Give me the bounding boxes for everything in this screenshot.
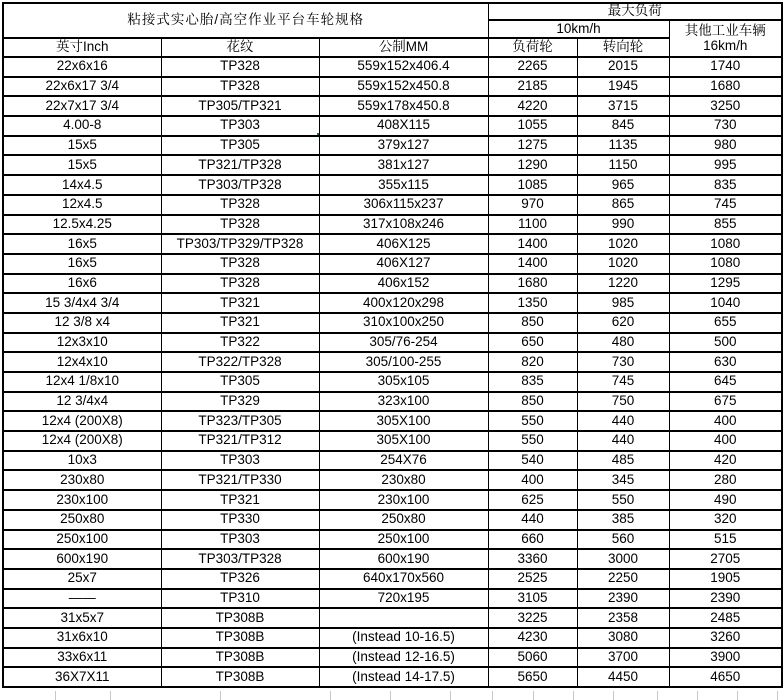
- cell-inch[interactable]: 31x5x7: [3, 608, 161, 628]
- cell-steer[interactable]: 2015: [577, 57, 669, 77]
- gridline-stub: [737, 691, 738, 700]
- gridline-stub: [697, 691, 698, 700]
- cell-pattern[interactable]: TP321/TP330: [161, 470, 319, 490]
- cell-steer[interactable]: 1945: [577, 77, 669, 97]
- cell-inch[interactable]: 250x100: [3, 530, 161, 550]
- cell-metric[interactable]: 305/76-254: [319, 333, 488, 353]
- cell-pattern[interactable]: TP308B: [161, 628, 319, 648]
- cell-other[interactable]: 630: [669, 352, 782, 372]
- cell-inch[interactable]: 10x3: [3, 451, 161, 471]
- cell-pattern[interactable]: TP330: [161, 510, 319, 530]
- cell-metric[interactable]: 559x152x406.4: [319, 57, 488, 77]
- cell-steer[interactable]: 990: [577, 215, 669, 235]
- cell-inch[interactable]: 12 3/4x4: [3, 392, 161, 412]
- cell-pattern[interactable]: TP323/TP305: [161, 411, 319, 431]
- cell-inch[interactable]: 12x3x10: [3, 333, 161, 353]
- cell-steer[interactable]: 845: [577, 116, 669, 136]
- cell-inch[interactable]: ——: [3, 589, 161, 609]
- cell-metric[interactable]: 305/100-255: [319, 352, 488, 372]
- cell-other[interactable]: 1680: [669, 77, 782, 97]
- cell-pattern[interactable]: TP321: [161, 293, 319, 313]
- cell-steer[interactable]: 480: [577, 333, 669, 353]
- cell-other[interactable]: 645: [669, 372, 782, 392]
- cell-steer[interactable]: 2390: [577, 589, 669, 609]
- cell-steer[interactable]: 1150: [577, 155, 669, 175]
- cell-inch[interactable]: 22x6x16: [3, 57, 161, 77]
- cell-pattern[interactable]: TP305: [161, 372, 319, 392]
- cell-load[interactable]: 1400: [488, 234, 577, 254]
- cell-metric[interactable]: 600x190: [319, 549, 488, 569]
- cell-inch[interactable]: 12.5x4.25: [3, 215, 161, 235]
- table-title-cell[interactable]: 粘接式实心胎/高空作业平台车轮规格: [3, 3, 488, 38]
- cell-metric[interactable]: (Instead 14-17.5): [319, 667, 488, 687]
- cell-load[interactable]: 1290: [488, 155, 577, 175]
- cell-load[interactable]: 5060: [488, 648, 577, 668]
- cell-load[interactable]: 3360: [488, 549, 577, 569]
- cell-load[interactable]: 3225: [488, 608, 577, 628]
- table-row: [3, 254, 782, 274]
- cell-other[interactable]: 855: [669, 215, 782, 235]
- cell-other[interactable]: 515: [669, 530, 782, 550]
- gridline-stub: [613, 691, 614, 700]
- table-row: [3, 195, 782, 215]
- table-row: [3, 608, 782, 628]
- cell-other[interactable]: 730: [669, 116, 782, 136]
- cell-steer[interactable]: 485: [577, 451, 669, 471]
- table-row: [3, 136, 782, 156]
- gridline-stub: [492, 691, 493, 700]
- cell-other[interactable]: 1080: [669, 234, 782, 254]
- cell-other[interactable]: 745: [669, 195, 782, 215]
- col-header-steer-wheel[interactable]: 转向轮: [577, 38, 669, 57]
- cell-steer[interactable]: 730: [577, 352, 669, 372]
- cell-load[interactable]: 540: [488, 451, 577, 471]
- cell-inch[interactable]: 16x6: [3, 274, 161, 294]
- cell-load[interactable]: 2185: [488, 77, 577, 97]
- cell-steer[interactable]: 2250: [577, 569, 669, 589]
- cell-other[interactable]: 1080: [669, 254, 782, 274]
- cell-inch[interactable]: 250x80: [3, 510, 161, 530]
- table-row: [3, 510, 782, 530]
- cell-inch[interactable]: 22x7x17 3/4: [3, 96, 161, 116]
- cell-metric[interactable]: 250x80: [319, 510, 488, 530]
- col-header-metric[interactable]: 公制MM: [319, 38, 488, 57]
- gridline-stub: [330, 691, 331, 700]
- cell-metric[interactable]: 406X125: [319, 234, 488, 254]
- cell-load[interactable]: 400: [488, 470, 577, 490]
- cell-load[interactable]: 660: [488, 530, 577, 550]
- cell-load[interactable]: 550: [488, 431, 577, 451]
- cell-pattern[interactable]: TP305/TP321: [161, 96, 319, 116]
- cell-pattern[interactable]: TP322/TP328: [161, 352, 319, 372]
- col-header-pattern[interactable]: 花纹: [161, 38, 319, 57]
- cell-metric[interactable]: 406x152: [319, 274, 488, 294]
- table-row: [3, 431, 782, 451]
- cell-pattern[interactable]: TP328: [161, 57, 319, 77]
- cell-other[interactable]: 995: [669, 155, 782, 175]
- table-body: [3, 57, 782, 687]
- cell-pattern[interactable]: TP310: [161, 589, 319, 609]
- cell-other[interactable]: 1905: [669, 569, 782, 589]
- cell-inch[interactable]: 33x6x11: [3, 648, 161, 668]
- cell-steer[interactable]: 3000: [577, 549, 669, 569]
- cell-load[interactable]: 4220: [488, 96, 577, 116]
- cell-load[interactable]: 1085: [488, 175, 577, 195]
- cell-other[interactable]: 1040: [669, 293, 782, 313]
- cell-metric[interactable]: (Instead 12-16.5): [319, 648, 488, 668]
- max-load-header-cell[interactable]: 最大负荷: [488, 3, 782, 20]
- cell-metric[interactable]: 559x178x450.8: [319, 96, 488, 116]
- gridline-stub: [220, 691, 221, 700]
- cell-metric[interactable]: 310x100x250: [319, 313, 488, 333]
- cell-inch[interactable]: 22x6x17 3/4: [3, 77, 161, 97]
- cell-load[interactable]: 835: [488, 372, 577, 392]
- table-row: [3, 470, 782, 490]
- table-row: [3, 293, 782, 313]
- cell-load[interactable]: 1400: [488, 254, 577, 274]
- cell-metric[interactable]: 317x108x246: [319, 215, 488, 235]
- cell-steer[interactable]: 620: [577, 313, 669, 333]
- cell-pattern[interactable]: TP303/TP328: [161, 549, 319, 569]
- sheet-gridline-stubs: [0, 689, 784, 700]
- cell-steer[interactable]: 4450: [577, 667, 669, 687]
- table-row: [3, 648, 782, 668]
- tire-spec-table: [2, 2, 783, 688]
- table-row: [3, 589, 782, 609]
- cell-steer[interactable]: 345: [577, 470, 669, 490]
- cell-inch[interactable]: 600x190: [3, 549, 161, 569]
- cell-load[interactable]: 3105: [488, 589, 577, 609]
- table-row: [3, 569, 782, 589]
- gridline-stub: [450, 691, 451, 700]
- cell-pattern[interactable]: TP308B: [161, 667, 319, 687]
- cell-steer[interactable]: 865: [577, 195, 669, 215]
- cell-steer[interactable]: 965: [577, 175, 669, 195]
- cell-load[interactable]: 1055: [488, 116, 577, 136]
- table-row: [3, 333, 782, 353]
- cell-steer[interactable]: 1135: [577, 136, 669, 156]
- table-row: [3, 96, 782, 116]
- cell-pattern[interactable]: TP328: [161, 77, 319, 97]
- cell-other[interactable]: 400: [669, 411, 782, 431]
- table-row: [3, 77, 782, 97]
- cell-metric[interactable]: 323x100: [319, 392, 488, 412]
- cell-inch[interactable]: 12x4.5: [3, 195, 161, 215]
- cell-load[interactable]: 850: [488, 392, 577, 412]
- cell-steer[interactable]: 1220: [577, 274, 669, 294]
- table-row: [3, 490, 782, 510]
- header-row-1: [3, 3, 782, 20]
- cell-inch[interactable]: 4.00-8: [3, 116, 161, 136]
- cell-inch[interactable]: 15 3/4x4 3/4: [3, 293, 161, 313]
- cell-metric[interactable]: 250x100: [319, 530, 488, 550]
- cell-metric[interactable]: 406X127: [319, 254, 488, 274]
- table-header: [3, 3, 782, 57]
- cell-metric[interactable]: 640x170x560: [319, 569, 488, 589]
- cell-pattern[interactable]: TP326: [161, 569, 319, 589]
- table-row: [3, 352, 782, 372]
- cell-metric[interactable]: 355x115: [319, 175, 488, 195]
- gridline-stub: [55, 691, 56, 700]
- speed-10kmh-header-cell[interactable]: 10km/h: [488, 20, 669, 38]
- table-row: [3, 155, 782, 175]
- cell-metric[interactable]: (Instead 10-16.5): [319, 628, 488, 648]
- col-header-load-wheel[interactable]: 负荷轮: [488, 38, 577, 57]
- table-row: [3, 234, 782, 254]
- cell-inch[interactable]: 16x5: [3, 254, 161, 274]
- table-row: [3, 215, 782, 235]
- table-row: [3, 116, 782, 136]
- cell-load[interactable]: 1680: [488, 274, 577, 294]
- cell-pattern[interactable]: TP321/TP312: [161, 431, 319, 451]
- gridline-stub: [777, 691, 778, 700]
- cell-metric[interactable]: 381x127: [319, 155, 488, 175]
- cell-load[interactable]: 5650: [488, 667, 577, 687]
- cell-other[interactable]: 675: [669, 392, 782, 412]
- cell-inch[interactable]: 12 3/8 x4: [3, 313, 161, 333]
- cell-pattern[interactable]: TP328: [161, 274, 319, 294]
- cell-steer[interactable]: 985: [577, 293, 669, 313]
- cell-metric[interactable]: 305X100: [319, 431, 488, 451]
- table-row: [3, 667, 782, 687]
- cell-pattern[interactable]: TP303: [161, 451, 319, 471]
- cell-other[interactable]: 400: [669, 431, 782, 451]
- cell-load[interactable]: 820: [488, 352, 577, 372]
- cell-pattern[interactable]: TP305: [161, 136, 319, 156]
- cell-steer[interactable]: 2358: [577, 608, 669, 628]
- table-row: [3, 451, 782, 471]
- cell-other[interactable]: 420: [669, 451, 782, 471]
- gridline-stub: [390, 691, 391, 700]
- gridline-stub: [533, 691, 534, 700]
- cell-steer[interactable]: 385: [577, 510, 669, 530]
- cell-inch[interactable]: 16x5: [3, 234, 161, 254]
- other-vehicles-label: 其他工业车辆: [684, 22, 766, 38]
- cell-inch[interactable]: 230x80: [3, 470, 161, 490]
- cell-pattern[interactable]: TP321: [161, 490, 319, 510]
- cell-load[interactable]: 970: [488, 195, 577, 215]
- cell-other[interactable]: 280: [669, 470, 782, 490]
- table-row: [3, 372, 782, 392]
- cell-load[interactable]: 440: [488, 510, 577, 530]
- cell-load[interactable]: 850: [488, 313, 577, 333]
- cell-metric[interactable]: 408X115: [319, 116, 488, 136]
- cell-other[interactable]: 655: [669, 313, 782, 333]
- cell-metric[interactable]: 230x100: [319, 490, 488, 510]
- cell-pattern[interactable]: TP303: [161, 116, 319, 136]
- cell-inch[interactable]: 12x4 1/8x10: [3, 372, 161, 392]
- table-row: [3, 313, 782, 333]
- cell-load[interactable]: 625: [488, 490, 577, 510]
- cell-steer[interactable]: 440: [577, 411, 669, 431]
- cell-other[interactable]: 1295: [669, 274, 782, 294]
- cell-pattern[interactable]: TP321/TP328: [161, 155, 319, 175]
- cell-other[interactable]: 980: [669, 136, 782, 156]
- table-row: [3, 175, 782, 195]
- cell-inch[interactable]: 15x5: [3, 136, 161, 156]
- cell-pattern[interactable]: TP328: [161, 195, 319, 215]
- cell-pattern[interactable]: TP329: [161, 392, 319, 412]
- cell-metric[interactable]: 230x80: [319, 470, 488, 490]
- table-row: [3, 411, 782, 431]
- cell-other[interactable]: 2485: [669, 608, 782, 628]
- gridline-stub: [573, 691, 574, 700]
- cell-load[interactable]: 1350: [488, 293, 577, 313]
- cell-inch[interactable]: 12x4 (200X8): [3, 411, 161, 431]
- table-row: [3, 628, 782, 648]
- col-header-inch[interactable]: 英寸Inch: [3, 38, 161, 57]
- selection-fill-handle[interactable]: [316, 132, 320, 136]
- cell-metric[interactable]: 400x120x298: [319, 293, 488, 313]
- cell-steer[interactable]: 440: [577, 431, 669, 451]
- cell-metric[interactable]: 306x115x237: [319, 195, 488, 215]
- cell-other[interactable]: 490: [669, 490, 782, 510]
- cell-other[interactable]: 2705: [669, 549, 782, 569]
- cell-steer[interactable]: 550: [577, 490, 669, 510]
- cell-other[interactable]: 835: [669, 175, 782, 195]
- cell-pattern[interactable]: TP303: [161, 530, 319, 550]
- cell-inch[interactable]: 12x4 (200X8): [3, 431, 161, 451]
- cell-inch[interactable]: 230x100: [3, 490, 161, 510]
- cell-load[interactable]: 4230: [488, 628, 577, 648]
- table-row: [3, 392, 782, 412]
- other-industrial-vehicles-header-cell[interactable]: [669, 20, 782, 57]
- cell-steer[interactable]: 750: [577, 392, 669, 412]
- cell-metric[interactable]: 720x195: [319, 589, 488, 609]
- cell-load[interactable]: 1100: [488, 215, 577, 235]
- cell-steer[interactable]: 560: [577, 530, 669, 550]
- cell-inch[interactable]: 12x4x10: [3, 352, 161, 372]
- cell-pattern[interactable]: TP328: [161, 254, 319, 274]
- table-row: [3, 57, 782, 77]
- cell-pattern[interactable]: TP321: [161, 313, 319, 333]
- table-row: [3, 274, 782, 294]
- cell-pattern[interactable]: TP328: [161, 215, 319, 235]
- gridline-stub: [110, 691, 111, 700]
- cell-other[interactable]: 320: [669, 510, 782, 530]
- cell-pattern[interactable]: TP303/TP329/TP328: [161, 234, 319, 254]
- cell-metric[interactable]: 305x105: [319, 372, 488, 392]
- cell-pattern[interactable]: TP322: [161, 333, 319, 353]
- cell-other[interactable]: 1740: [669, 57, 782, 77]
- cell-steer[interactable]: 3080: [577, 628, 669, 648]
- cell-steer[interactable]: 1020: [577, 234, 669, 254]
- cell-metric[interactable]: 379x127: [319, 136, 488, 156]
- table-row: [3, 549, 782, 569]
- cell-steer[interactable]: 745: [577, 372, 669, 392]
- cell-load[interactable]: 550: [488, 411, 577, 431]
- table-row: [3, 530, 782, 550]
- cell-other[interactable]: 2390: [669, 589, 782, 609]
- cell-pattern[interactable]: TP303/TP328: [161, 175, 319, 195]
- cell-pattern[interactable]: TP308B: [161, 608, 319, 628]
- cell-load[interactable]: 2265: [488, 57, 577, 77]
- cell-steer[interactable]: 3715: [577, 96, 669, 116]
- cell-metric[interactable]: 559x152x450.8: [319, 77, 488, 97]
- cell-load[interactable]: 1275: [488, 136, 577, 156]
- cell-load[interactable]: 2525: [488, 569, 577, 589]
- cell-metric[interactable]: [319, 608, 488, 628]
- cell-load[interactable]: 650: [488, 333, 577, 353]
- cell-steer[interactable]: 3700: [577, 648, 669, 668]
- cell-other[interactable]: 500: [669, 333, 782, 353]
- header-row-3: [3, 38, 782, 57]
- cell-other[interactable]: 3260: [669, 628, 782, 648]
- other-vehicles-speed-label: 16km/h: [703, 37, 748, 53]
- cell-metric[interactable]: 305X100: [319, 411, 488, 431]
- cell-inch[interactable]: 14x4.5: [3, 175, 161, 195]
- gridline-stub: [657, 691, 658, 700]
- cell-steer[interactable]: 1020: [577, 254, 669, 274]
- cell-metric[interactable]: 254X76: [319, 451, 488, 471]
- cell-inch[interactable]: 25x7: [3, 569, 161, 589]
- cell-other[interactable]: 3250: [669, 96, 782, 116]
- cell-other[interactable]: 4650: [669, 667, 782, 687]
- cell-other[interactable]: 3900: [669, 648, 782, 668]
- cell-inch[interactable]: 15x5: [3, 155, 161, 175]
- cell-inch[interactable]: 36X7X11: [3, 667, 161, 687]
- cell-pattern[interactable]: TP308B: [161, 648, 319, 668]
- cell-inch[interactable]: 31x6x10: [3, 628, 161, 648]
